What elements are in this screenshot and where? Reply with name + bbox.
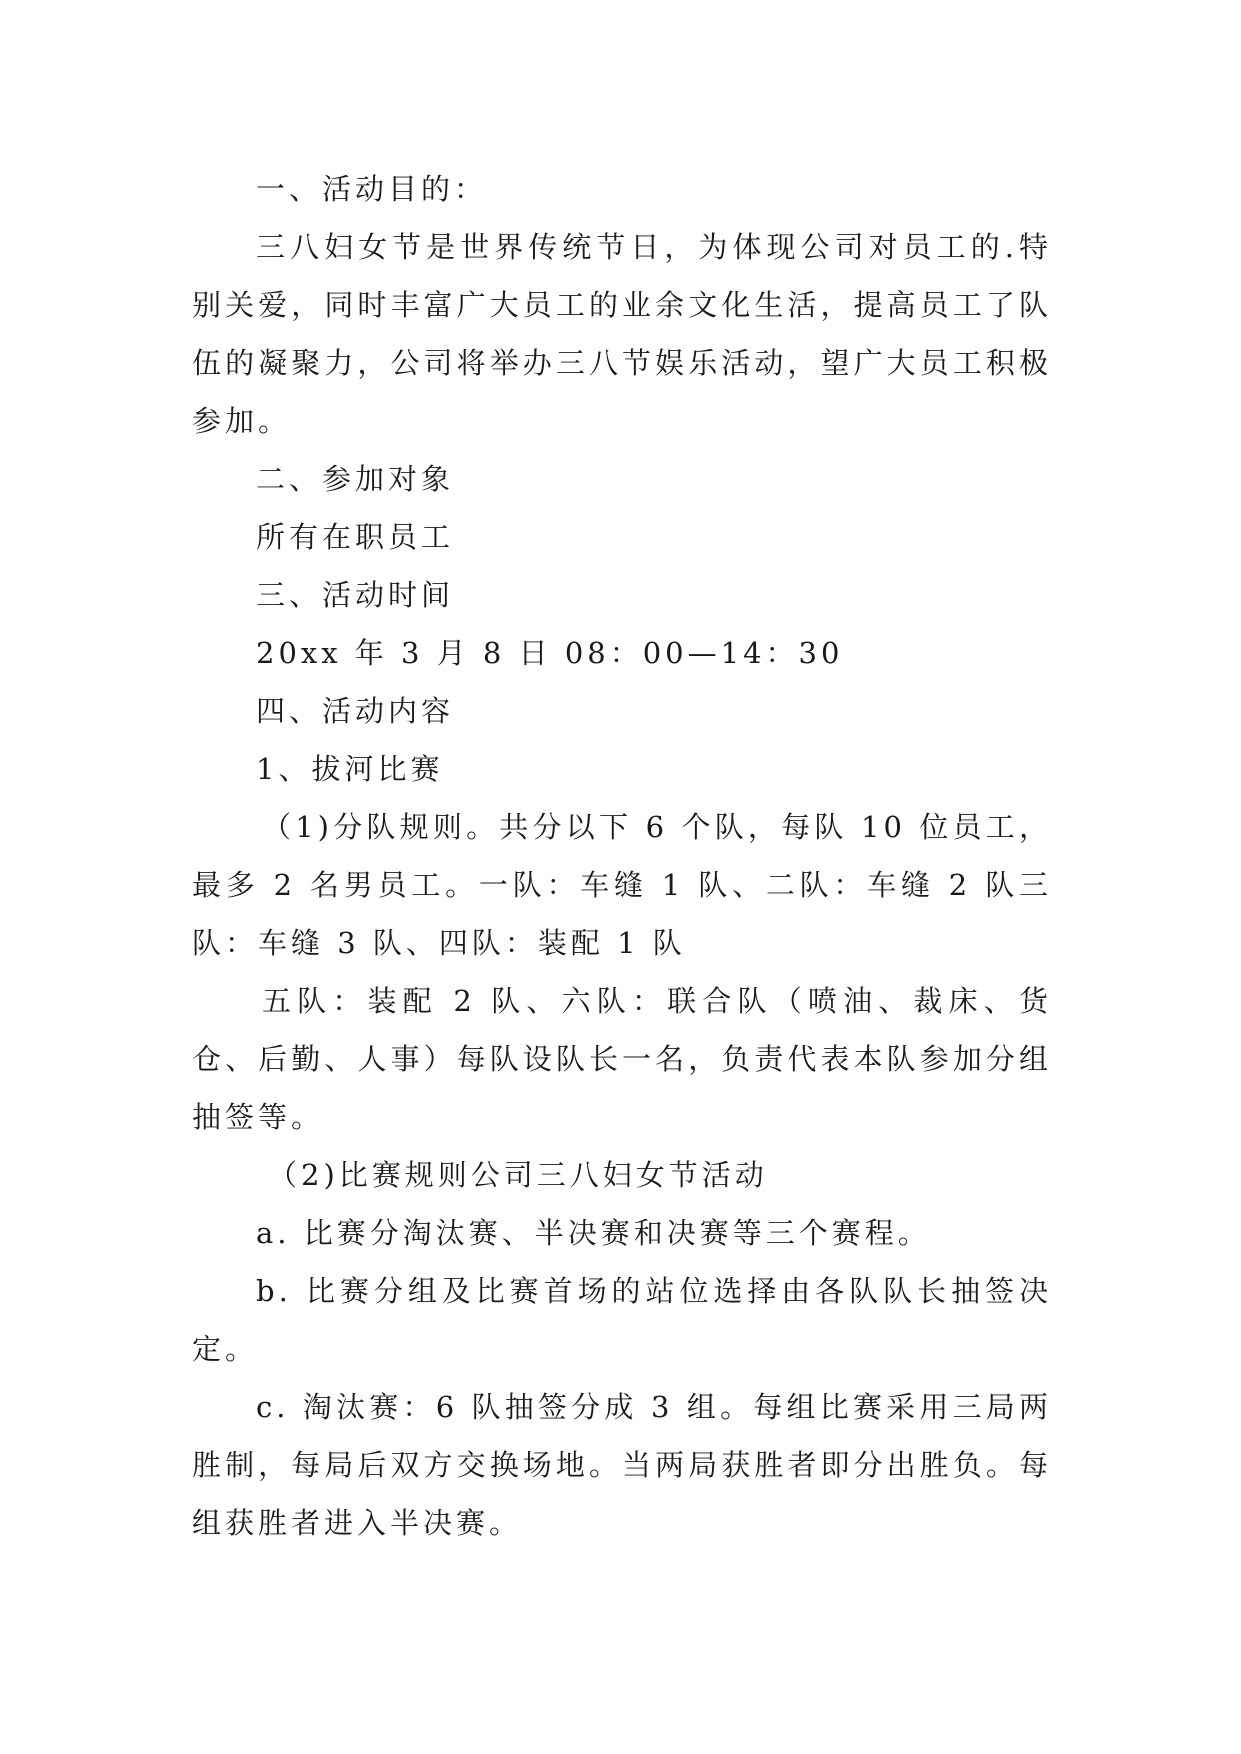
rule-item-a: a. 比赛分淘汰赛、半决赛和决赛等三个赛程。 [256, 1216, 931, 1250]
section-heading-time: 三、活动时间 [256, 578, 455, 612]
section-heading-participants: 二、参加对象 [256, 462, 455, 496]
rule-item-b: b. 比赛分组及比赛首场的站位选择由各队队长抽签决定。 [192, 1274, 1052, 1366]
paragraph-team-rules: （1)分队规则。共分以下 6 个队，每队 10 位员工，最多 2 名男员工。一队：车缝 1 队、二队：车缝 2 队三队：车缝 3 队、四队：装配 1 队 [192, 810, 1052, 960]
section-heading-purpose: 一、活动目的： [256, 172, 488, 206]
paragraph-team-rules-continued: 五队：装配 2 队、六队：联合队（喷油、裁床、货仓、后勤、人事）每队设队长一名，负责代表本队参加分组抽签等。 [192, 984, 1052, 1134]
document-body [192, 160, 1052, 1552]
subheading-tug-of-war: 1、拔河比赛 [256, 752, 444, 786]
section-heading-content: 四、活动内容 [256, 694, 455, 728]
paragraph-participants: 所有在职员工 [256, 520, 455, 554]
paragraph-purpose: 三八妇女节是世界传统节日，为体现公司对员工的.特别关爱，同时丰富广大员工的业余文化生活，提高员工了队伍的凝聚力，公司将举办三八节娱乐活动，望广大员工积极参加。 [192, 230, 1052, 438]
subheading-match-rules: （2)比赛规则公司三八妇女节活动 [268, 1158, 768, 1192]
paragraph-time: 20xx 年 3 月 8 日 08：00—14：30 [256, 636, 844, 670]
rule-item-c: c. 淘汰赛：6 队抽签分成 3 组。每组比赛采用三局两胜制，每局后双方交换场地。当两局获胜者即分出胜负。每组获胜者进入半决赛。 [192, 1390, 1052, 1540]
